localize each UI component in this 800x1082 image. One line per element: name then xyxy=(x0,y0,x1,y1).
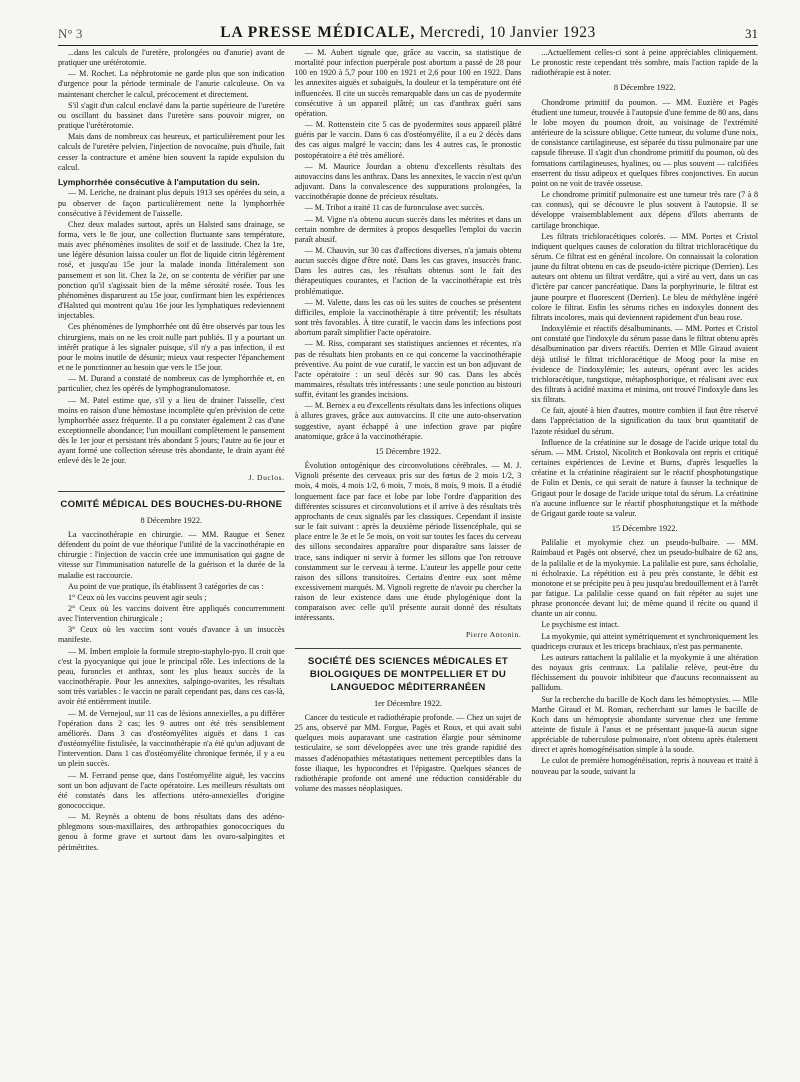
journal-name: LA PRESSE MÉDICALE, xyxy=(220,24,416,41)
session-date: 15 Décembre 1922. xyxy=(375,446,441,456)
column-2 xyxy=(295,48,522,1074)
paragraph: — M. de Vernejoul, sur 11 cas de lésions annexielles, a pu différer l'opération dans 2 cas; les 9 autres ont été très sensiblement améliorés. Dans 3 cas d'ostéomyélites aiguës et dans 1 cas d'ostéomyélite fistulisée, la vaccinothérapie n'a été qu'un adjuvant de l'intervention. Dans 1 cas d'ostéomyélite chronique fermée, il y a eu un plein succès. xyxy=(58,708,285,769)
paragraph: Influence de la créatinine sur le dosage de l'acide urique total du sérum. — MM. Cristol, Nicolitch et Bonkovala ont repris et critiqué certaines expériences de Levine et Burns, d'après lesquelles la créatine et la créatinine réagiraient sur le réactif phosphotungstique de Folin et Denis, ce qui serait de nature à fausser la technique de Grigaut pour le dosage de l'acide urique total du sérum. La créatinine n'a aucune influence sur le réactif phosphotungstique et la méthode de Grigaut garde toute sa valeur. xyxy=(531,437,759,518)
paragraph: ...Actuellement celles-ci sont à peine appréciables cliniquement. Le pronostic reste cependant très sombre, mais l'action rapide de la radiothérapie est à noter. xyxy=(531,48,759,78)
paragraph: Mais dans de nombreux cas heureux, et particulièrement pour les calculs de l'uretère pelvien, l'injection de novocaïne, puis d'huile, fait cesser la contracture et amène bien souvent la rapide expulsion du calcul. xyxy=(58,132,285,172)
paragraph: — M. Vigne n'a obtenu aucun succès dans les métrites et dans un certain nombre de dermites à propos desquelles l'emploi du vaccin paraît abusif. xyxy=(294,214,522,244)
paragraph: Le psychisme est intact. xyxy=(541,620,620,630)
session-date: 15 Décembre 1922. xyxy=(611,524,678,534)
column-3 xyxy=(531,48,758,1074)
paragraph: S'il s'agit d'un calcul enclavé dans la partie supérieure de l'uretère ou oscillant du bassinet dans l'uretère sans pouvoir migrer, on pratique l'urétérotomie. xyxy=(58,100,285,131)
paragraph: Les auteurs rattachent la palilalie et la myokymie à une altération des noyaux gris centraux. La palilalie relève, peut-être du fléchissement du pouvoir inhibiteur que d'aucuns reconnaissent au pallidum. xyxy=(531,652,759,693)
paragraph: ...dans les calculs de l'uretère, prolongées ou d'anurie) avant de pratiquer une urétérotomie. xyxy=(58,48,285,68)
session-date: 8 Décembre 1922. xyxy=(140,515,203,525)
author-signature: J. Duclos. xyxy=(248,472,285,482)
paragraph: — M. Chauvin, sur 30 cas d'affections diverses, n'a jamais obtenu aucun succès digne d'être noté. Dans les cas graves, insuccès franc. Dans les autres cas, les résultats obtenus sont le fait des thérapeutiques courantes, et l'action de la vaccinothérapie est très problématique. xyxy=(294,245,522,296)
page-number: 31 xyxy=(744,26,758,41)
paragraph: — M. Valette, dans les cas où les suites de couches se présentent difficiles, emploie la vaccinothérapie à titre préventif; les résultats sont très favorables. À titre curatif, le vaccin dans les infections post abortum paraît simplifier l'acte opératoire. xyxy=(294,297,522,338)
paragraph: Au point de vue pratique, ils établissent 3 catégories de cas : xyxy=(68,581,264,591)
session-date: 1er Décembre 1922. xyxy=(373,698,443,708)
paragraph: — M. Tribot a traité 11 cas de furonculose avec succès. xyxy=(304,203,485,213)
session-date: 8 Décembre 1922. xyxy=(613,83,676,93)
paragraph: — M. Patel estime que, s'il y a lieu de drainer l'aisselle, c'est moins en raison d'une hémostase incomplète qu'en prévision de cette lymphorrhée assez fréquente. Il a pu constater également 2 cas d'une exceptionnelle abondance; l'un mouillant complètement le pansement dès le 1er jour et persistant très abondant 5 jours; l'autre au 6e jour et ayant formé une collection séreuse très abondante, le drain ayant été enlevé dès le 2e jour. xyxy=(58,395,285,466)
paragraph: Ce fait, ajouté à bien d'autres, montre combien il faut être réservé dans l'appréciation de la signification du taux brut quantitatif de l'azote résiduel du sérum. xyxy=(531,406,759,436)
paragraph: Palilalie et myokymie chez un pseudo-bulbaire. — MM. Raimbaud et Pagès ont observé, chez un pseudo-bulbaire de 62 ans, de la palilalie et de la myokymie. La palilalie est pure, sans écholalie, ni écholraxie. La répétition est à peu près constante, le débit est monotone et se précipite peu à peu jusqu'au bredouillement et à l'arrêt par fatigue. La palilalie cesse quand on fait répéter au sujet une phrase prononcée devant lui; de même quand il récite ou quand il chante un air connu. xyxy=(531,538,759,619)
paragraph: Cancer du testicule et radiothérapie profonde. — Chez un sujet de 25 ans, observé par MM. Forgue, Pagès et Roux, et qui avait subi quelques mois auparavant une castration élargie pour séminome testiculaire, se sont développées avec une très grande rapidité des masses d'adénopathies métastatiques nettement perceptibles dans la fosse iliaque, les hypocondres et l'épigastre. Quelques séances de radiothérapie profonde ont amené une réduction considérable du volume des masses néoplasiques. xyxy=(294,712,522,793)
paragraph: Ces phénomènes de lymphorrhée ont dû être observés par tous les chirurgiens, mais on ne les croit nulle part publiés. Il y a pourtant un intérêt pratique à les signaler puisque, s'il n'y a pas infection, il est pour le moins inutile de désunir; mieux vaut respecter l'épanchement et ne le ponctionner au besoin que vers le 15e jour. xyxy=(58,322,285,373)
paragraph: Les filtrats trichloracétiques colorés. — MM. Portes et Cristol indiquent quelques causes de coloration du filtrat trichloracétique du sérum. Ce filtrat est en général incolore. On connaissait la coloration jaune du filtrat obtenu en cas de pseudo-ictère picrique (Derrien). Les auteurs ont obtenu un filtrat verdâtre, qui a viré au vert, dans un cas d'ictère par cancer pancréatique. Dans la porphyrinurie, le filtrat est jaune pourpre et fluorescent (Derrien). Le bleu de méthylène ingéré colore le filtrat. Enfin les sérums riches en indoxyles donnent des filtrats incolores, mais qui deviennent rapidement d'un beau rose. xyxy=(531,231,759,322)
paragraph: — M. Durand a constaté de nombreux cas de lymphorrhée et, en particulier, chez les opérés de lymphogranulomatose. xyxy=(58,374,285,394)
paragraph: — M. Leriche, ne drainant plus depuis 1913 ses opérées du sein, a pu observer de façon particulièrement nette la lymphorrhée consécutive à l'évidement de l'aisselle. xyxy=(58,188,285,218)
paragraph: Sur la recherche du bacille de Koch dans les hémoptysies. — Mlle Marthe Giraud et M. Roman, recherchant sur lames le bacille de Koch dans un hémoptysie abondante survenue chez une femme atteinte de fistule à l'anus et ne présentant jusque-là aucun signe appréciable de tuberculose pulmonaire, n'ont obtenu après étalement direct et après homogénéisation simple à la soude. xyxy=(531,694,759,755)
paragraph: 1° Ceux où les vaccins peuvent agir seuls ; xyxy=(68,592,207,602)
society-title: COMITÉ MÉDICAL DES BOUCHES-DU-RHONE xyxy=(58,491,285,511)
paragraph: Évolution ontogénique des circonvolutions cérébrales. — M. J. Vignoli présente des cerveaux pris sur des fœtus de 2 mois 1/2, 3 mois, 4 mois, 4 mois 1/2, 6 mois, 7 mois, 8 mois, 9 mois. Il a étudié longuement face par face et lobe par lobe l'ordre d'apparition des différentes scissures et circonvolutions et il arrive à des résultats très approchants de ceux signalés par les classiques. Cependant il insiste sur le fait suivant : après la deuxième période lissencéphale, qui se place entre le 3e et le 5e mois, on voit sur toutes les faces du cerveau des sillons secondaires apparaître pour disparaître sans laisser de trace, sans indiquer ni servir à former les sillons que l'on retrouve constamment sur le cerveau à terme. L'auteur les appelle pour cette raison des sillons transitoires. Certains d'entre eux sont même excessivement marqués. M. Vignoli regrette de n'avoir pu chercher la raison de leur existence dans une étude phylogénique dont la comparaison avec celle qu'il présente aurait donné des résultats intéressants. xyxy=(294,461,522,623)
paragraph: 3° Ceux où les vaccins sont voués d'avance à un insuccès manifeste. xyxy=(58,625,285,645)
paragraph: — M. Rottenstein cite 5 cas de pyodermites sous appareil plâtré guéris par le vaccin. Dans 6 cas d'ostéomyélite, il a eu 2 décès dans des cas aigus malgré le vaccin; dans les 4 autres cas, le pronostic postopératoire a été très amélioré. xyxy=(294,120,522,160)
paragraph: — M. Bernex a eu d'excellents résultats dans les infections oliques à allures graves, grâce aux autovaccins. Il cite une auto-observation suggestive, ayant échappé à une infection grave par piqûre anatomique, grâce à la vaccinothérapie. xyxy=(294,401,522,441)
running-title xyxy=(220,24,596,42)
paragraph: La myokymie, qui atteint symétriquement et synchroniquement les quadriceps cruraux et les triceps brachiaux, n'est pas permanente. xyxy=(531,631,759,651)
society-title: SOCIÉTÉ DES SCIENCES MÉDICALES ET BIOLOGIQUES DE MONTPELLIER ET DU LANGUEDOC MÉDITERRANÉEN xyxy=(295,648,522,694)
issue-date: Mercredi, 10 Janvier 1923 xyxy=(419,24,596,41)
paragraph: Le culot de première homogénéisation, repris à nouveau et traité à nouveau par la soude, suivant la xyxy=(531,756,759,776)
paragraph: — M. Imbert emploie la formule strepto-staphylo-pyo. Il croit que c'est la pyocyanique qui joue le principal rôle. Les infections de la peau, furoncles et anthrax, sont les plus beaux succès de la vaccinothérapie. Pour les annexites, salpingo-ovarites, les résultats sont très variables : le vaccin ne paraît cependant pas, dans ces cas-là, avoir été entièrement inutile. xyxy=(58,646,285,707)
paragraph: — M. Rochet. La néphrotomie ne garde plus que son indication d'urgence pour la période terminale de l'anurie calculeuse. On va maintenant chercher le calcul, précocement et directement. xyxy=(58,69,285,99)
paragraph: 2° Ceux où les vaccins doivent être appliqués concurremment avec l'intervention chirurgicale ; xyxy=(58,604,285,624)
paragraph: — M. Ferrand pense que, dans l'ostéomyélite aiguë, les vaccins sont un bon adjuvant de l'acte opératoire. Les meilleurs résultats ont été constatés dans les affections utéro-annexielles d'origine gonococcique. xyxy=(58,770,285,810)
paragraph: Le chondrome primitif pulmonaire est une tumeur très rare (7 à 8 cas connus), qui se découvre le plus souvent à l'autopsie. Il se développe vraisemblablement aux dépens d'îlots aberrants de cartilage bronchique. xyxy=(531,190,759,230)
column-1 xyxy=(58,48,285,1074)
section-heading: Lymphorrhée consécutive à l'amputation du sein. xyxy=(58,176,260,187)
paragraph: — M. Riss, comparant ses statistiques anciennes et récentes, n'a pas de résultats bien probants en ce qui concerne la vaccinothérapie préventive. Au point de vue curatif, le vaccin est un bon adjuvant de l'acte opératoire : un seul décès sur 90 cas. Dans les abcès mammaires, résultats très intéressants : une seule ponction au bistouri suffit, évitant les grandes incisions. xyxy=(294,339,522,400)
text-columns xyxy=(58,48,758,1074)
paragraph: — M. Maurice Jourdan a obtenu d'excellents résultats des autovaccins dans les anthrax. Dans les annexites, le vaccin n'est qu'un adjuvant. Dans la convalescence des suppurations prolongées, la vaccinothérapie donne de précieux résultats. xyxy=(294,161,522,202)
paragraph: — M. Aubert signale que, grâce au vaccin, sa statistique de mortalité pour infection puerpérale post abortum a passé de 28 pour 100 en 1920 à 5,7 pour 100 en 1921 et 2,6 pour 100 en 1922. Dans les annexites aiguës et subaiguës, la douleur et la température ont été influencées. Il cite un succès remarquable dans un cas de pyodermite consécutive à un appareil plâtré; un cas d'anthrax guéri sans opération. xyxy=(294,48,522,118)
issue-number: N° 3 xyxy=(58,26,83,41)
paragraph: Indoxylémie et réactifs désalbuminants. — MM. Portes et Cristol ont constaté que l'indoxyle du sérum passe dans le filtrat obtenu après désalbumination par divers réactifs. Derrien et Mlle Giraud avaient déjà utilisé le filtrat trichloracétique de Moog pour la mise en évidence de l'indoxylémie; les auteurs, opérant avec les acides trichloracétique, tungstique, métaphosphorique, et réalisant avec eux des filtrats à acidité maxima et minima, ont trouvé l'indoxyle dans les six filtrats. xyxy=(531,324,759,405)
page-header xyxy=(58,16,758,46)
paragraph: La vaccinothérapie en chirurgie. — MM. Raugue et Senez défendent du point de vue théorique l'utilité de la vaccinothérapie en chirurgie : l'injection de vaccin crée une immunisation qui gagne de vitesse sur l'immunisation naturelle de la guérison et la durée de la maladie est raccourcie. xyxy=(58,529,285,580)
paragraph: Chez deux malades surtout, après un Halsted sans drainage, se forma, vers le 8e jour, une collection fluctuante sans température, mais avec phénomènes insolites de soif et de lassitude. Chez la 1re, une légère désunion laissa couler un flot de liquide citrin légèrement rosé, et jusqu'au 15e jour la malade inonda littéralement son pansement et son lit. Chez la 2e, on se contenta de vérifier par une ponction qu'il s'agissait bien de la même sérosité rosée. Tous les phénomènes disparurent au 15e jour, confirmant bien les expériences d'Halsted qui montrent qu'au 16e jour les lymphatiques redeviennent injectables. xyxy=(58,219,285,321)
paragraph: Chondrome primitif du poumon. — MM. Euzière et Pagès étudient une tumeur, trouvée à l'autopsie d'une femme de 80 ans, dans le lobe moyen du poumon droit, au voisinage de l'extrémité antérieure de la scissure oblique. Cette tumeur, du volume d'une noix, de consistance cartilagineuse, est séparée du tissu pulmonaire par une capsule fibreuse. Il s'agit d'un chondrome primitif du poumon, où des formations cartilagineuses, hyalines, ou — plus souvent — calcifiées enserrent du tissu adipeux et quelques fibres conjonctives. En aucun point on ne voit de travée osseuse. xyxy=(531,97,759,188)
paragraph: — M. Reynès a obtenu de bons résultats dans des adéno-phlegmons sous-maxillaires, des arthropathies gonococciques du genou à forme grave et surtout dans les ovaro-salpingites et périmétrites. xyxy=(58,812,285,852)
author-signature: Pierre Antonin. xyxy=(465,629,522,639)
